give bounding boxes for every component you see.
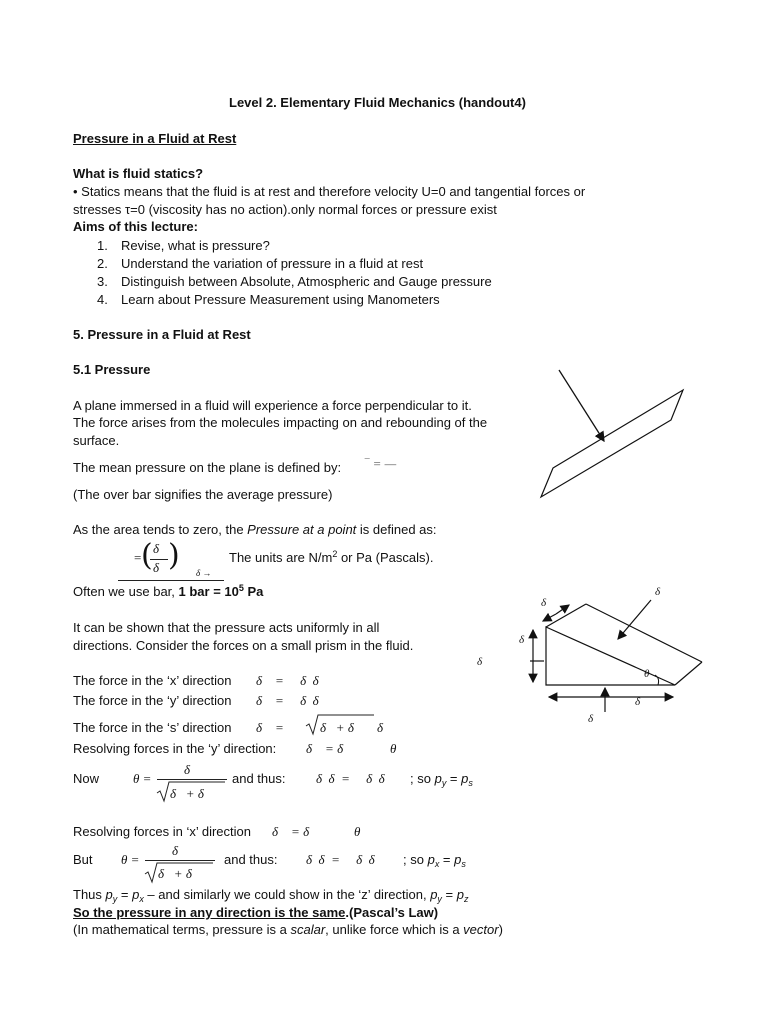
so-py-var2: p: [461, 771, 469, 786]
fig-label-delta-bottom: δ: [635, 696, 641, 708]
dz-dimension-a: [543, 614, 556, 621]
and-thus-1: and thus:: [232, 771, 286, 786]
but-denominator: δ + δ: [158, 866, 192, 881]
list-item-number: 4.: [97, 292, 108, 307]
point-eq-equals: =: [134, 550, 142, 565]
now-label: Now: [73, 771, 100, 786]
force-y-label: The force in the ‘y’ direction: [73, 693, 232, 708]
vector-emphasis: vector: [463, 922, 499, 937]
resolve-x-equation: δ = δ: [272, 824, 310, 839]
so-px-sub2: s: [461, 859, 466, 869]
list-item-text: Understand the variation of pressure in a fluid at rest: [121, 256, 424, 271]
ps-arrow: [618, 600, 651, 639]
so-py-sub: y: [441, 778, 447, 788]
resolve-y-theta: θ: [390, 741, 397, 756]
point-eq-limit: δ →: [196, 568, 212, 578]
point-eq-numerator: δ: [153, 541, 160, 556]
prism-front-face: [546, 627, 675, 685]
but-result: δ δ = δ δ: [306, 852, 375, 867]
but-numerator: δ: [172, 843, 179, 858]
point-eq-paren-left: (: [141, 538, 153, 573]
thus-py-sub-2: y: [437, 894, 442, 904]
thus-py-2: p: [430, 887, 438, 902]
force-s-label: The force in the ‘s’ direction: [73, 720, 232, 735]
thus-text-mid: – and similarly we could show in the ‘z’ direction,: [143, 887, 431, 902]
thus-px-sub: x: [139, 894, 144, 904]
area-text-emphasis: Pressure at a point: [247, 522, 357, 537]
but-theta: θ =: [121, 852, 140, 867]
scalar-text-post: ): [498, 922, 503, 937]
bar-text-bold: 1 bar = 10: [178, 584, 239, 599]
bar-text-bold-2: Pa: [243, 584, 264, 599]
plane-text-line-2: The force arises from the molecules impacting on and rebounding of the: [73, 415, 488, 430]
units-superscript: 2: [332, 549, 338, 559]
pascal-law-underlined: So the pressure in any direction is the same: [73, 905, 346, 920]
now-numerator: δ: [184, 762, 191, 777]
thus-pz-sub: z: [463, 894, 469, 904]
statics-text-line-1: • Statics means that the fluid is at rest and therefore velocity U=0 and tangential forces or: [73, 184, 586, 199]
force-s-equation-post: δ: [377, 720, 384, 735]
force-x-label: The force in the ‘x’ direction: [73, 673, 232, 688]
now-result: δ δ = δ δ: [316, 771, 385, 786]
prism-back-bottom: [675, 662, 702, 685]
so-py-var: p: [434, 771, 442, 786]
scalar-emphasis: scalar: [290, 922, 326, 937]
units-text-pre: The units are N/m: [229, 550, 333, 565]
fig-label-delta-top-right: δ: [655, 586, 661, 598]
now-denominator: δ + δ: [170, 786, 204, 801]
dz-dimension-b: [556, 605, 569, 614]
so-px-sub: x: [434, 859, 440, 869]
fig-label-theta: θ: [644, 668, 650, 680]
area-text-post: is defined as:: [356, 522, 437, 537]
thus-text-pre: Thus: [73, 887, 106, 902]
bar-superscript: 5: [238, 583, 244, 593]
section-5-heading: 5. Pressure in a Fluid at Rest: [73, 327, 251, 342]
and-thus-2: and thus:: [224, 852, 278, 867]
acts-text-line-2: directions. Consider the forces on a small prism in the fluid.: [73, 638, 414, 653]
force-s-sqrt-content: δ + δ: [320, 720, 354, 735]
plane-text-line-3: surface.: [73, 433, 120, 448]
thus-py: p: [105, 887, 113, 902]
thus-eq-2: =: [441, 887, 457, 902]
aims-heading: Aims of this lecture:: [73, 219, 198, 234]
overbar-note: (The over bar signifies the average pressure): [73, 487, 333, 502]
scalar-text-mid: , unlike force which is a: [325, 922, 464, 937]
thus-pz: p: [456, 887, 464, 902]
thus-px: p: [132, 887, 140, 902]
but-label: But: [73, 852, 93, 867]
resolve-y-label: Resolving forces in the ‘y’ direction:: [73, 741, 277, 756]
so-px-pre: ; so: [403, 852, 428, 867]
mean-pressure-text: The mean pressure on the plane is defined by:: [73, 460, 342, 475]
force-x-equation: δ = δ δ: [256, 673, 319, 688]
statics-text-line-2: stresses τ=0 (viscosity has no action).only normal forces or pressure exist: [73, 202, 497, 217]
pascal-law-rest: .(Pascal’s Law): [345, 905, 439, 920]
force-s-equation-pre: δ =: [256, 720, 284, 735]
plane-text-line-1: A plane immersed in a fluid will experience a force perpendicular to it.: [73, 398, 472, 413]
point-eq-denominator: δ: [153, 560, 160, 575]
fig-label-delta-far-left: δ: [477, 656, 483, 668]
so-py-mid: =: [446, 771, 462, 786]
now-theta: θ =: [133, 771, 152, 786]
list-item-text: Distinguish between Absolute, Atmospheric and Gauge pressure: [121, 274, 492, 289]
list-item-number: 2.: [97, 256, 108, 271]
resolve-x-theta: θ: [354, 824, 361, 839]
area-text-pre: As the area tends to zero, the: [73, 522, 248, 537]
bar-text-pre: Often we use bar,: [73, 584, 179, 599]
what-is-heading: What is fluid statics?: [73, 166, 204, 181]
list-item-number: 3.: [97, 274, 108, 289]
list-item-text: Learn about Pressure Measurement using Manometers: [121, 292, 440, 307]
list-item-number: 1.: [97, 238, 108, 253]
page-title: Level 2. Elementary Fluid Mechanics (handout4): [229, 95, 526, 110]
so-px-var: p: [427, 852, 435, 867]
resolve-y-equation: δ = δ: [306, 741, 344, 756]
units-text-post: or Pa (Pascals).: [337, 550, 434, 565]
thus-eq-1: =: [117, 887, 133, 902]
fig-label-delta-bottom-left: δ: [588, 713, 594, 725]
resolve-x-label: Resolving forces in ‘x’ direction: [73, 824, 251, 839]
so-px-var2: p: [454, 852, 462, 867]
section-5-1-heading: 5.1 Pressure: [73, 362, 151, 377]
force-y-equation: δ = δ δ: [256, 693, 319, 708]
thus-py-sub: y: [112, 894, 118, 904]
section-heading: Pressure in a Fluid at Rest: [73, 131, 237, 146]
fig-label-delta-top-arrow: δ: [541, 597, 547, 609]
so-py-sub2: s: [468, 778, 473, 788]
mean-pressure-equation: ‾ = —: [365, 456, 397, 471]
list-item-text: Revise, what is pressure?: [121, 238, 270, 253]
fig-label-delta-left-arrow: δ: [519, 634, 525, 646]
so-px-mid: =: [439, 852, 455, 867]
so-py-pre: ; so: [410, 771, 435, 786]
scalar-text-pre: (In mathematical terms, pressure is a: [73, 922, 291, 937]
point-eq-paren-right: ): [168, 538, 180, 573]
acts-text-line-1: It can be shown that the pressure acts uniformly in all: [73, 620, 380, 635]
